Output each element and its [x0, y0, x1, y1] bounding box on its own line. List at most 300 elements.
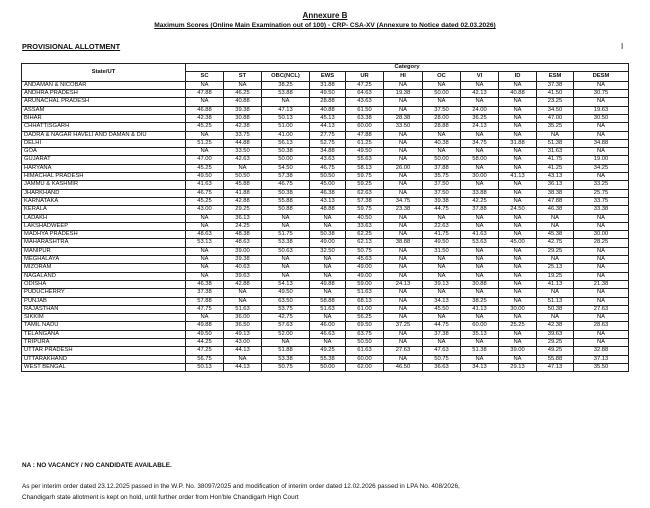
table-row [22, 123, 629, 131]
state-name-cell: HARYANA [22, 164, 186, 172]
score-cell: 46.88 [186, 106, 224, 114]
score-cell: NA [537, 289, 574, 297]
score-cell: 46.00 [310, 322, 346, 330]
state-name-cell: NAGALAND [22, 272, 186, 280]
score-cell: 44.25 [186, 339, 224, 347]
score-cell: NA [499, 148, 537, 156]
score-cell: 49.88 [310, 280, 346, 288]
score-cell: 50.88 [262, 206, 310, 214]
score-cell: 34.75 [384, 197, 423, 205]
score-cell: 55.63 [346, 156, 384, 164]
state-name-cell: LADAKH [22, 214, 186, 222]
score-cell: NA [499, 156, 537, 164]
score-cell: 44.75 [423, 322, 461, 330]
score-cell: NA [262, 214, 310, 222]
score-cell: 56.75 [186, 355, 224, 363]
score-cell: 46.38 [537, 206, 574, 214]
score-cell: 24.13 [384, 280, 423, 288]
document-subtitle: Maximum Scores (Online Main Examination out of 100) - CRP- CSA-XV (Annexure to Notice dated 02.03.2026) [154, 22, 496, 29]
score-cell: 29.25 [537, 339, 574, 347]
score-cell: 43.63 [346, 98, 384, 106]
state-name-cell: DADRA & NAGAR HAVELI AND DAMAN & DIU [22, 131, 186, 139]
score-cell: NA [499, 114, 537, 122]
score-cell: 45.50 [423, 305, 461, 313]
footer-note-line-1: As per interim order dated 23.12.2025 passed in the W.P. No. 38097/2025 and modification of interim order dated 12.02.2026 passed in LPA No. 408/2026, [22, 483, 460, 490]
state-name-cell: ODISHA [22, 280, 186, 288]
score-cell: NA [186, 148, 224, 156]
score-cell: 40.88 [224, 98, 262, 106]
score-cell: 62.13 [346, 239, 384, 247]
score-cell: NA [384, 98, 423, 106]
score-cell: 23.25 [537, 98, 574, 106]
score-cell: NA [186, 256, 224, 264]
state-name-cell: JHARKHAND [22, 189, 186, 197]
score-cell: 45.25 [186, 123, 224, 131]
score-cell: 42.38 [224, 123, 262, 131]
score-cell: 49.50 [423, 239, 461, 247]
state-name-cell: PUNJAB [22, 297, 186, 305]
score-cell: NA [384, 339, 423, 347]
state-column-header: State/UT [22, 64, 186, 82]
score-cell: NA [499, 164, 537, 172]
score-cell: 61.25 [346, 139, 384, 147]
score-cell: 36.13 [537, 181, 574, 189]
table-row [22, 197, 629, 205]
table-row [22, 90, 629, 98]
score-cell: 31.88 [310, 81, 346, 89]
score-cell: NA [499, 339, 537, 347]
score-cell: 38.25 [461, 297, 499, 305]
column-header: ESM [537, 72, 574, 82]
category-header: Category [186, 64, 629, 72]
score-cell: 42.38 [537, 322, 574, 330]
score-cell: 19.63 [574, 106, 629, 114]
score-cell: NA [384, 272, 423, 280]
score-cell: NA [461, 272, 499, 280]
score-cell: 43.13 [537, 173, 574, 181]
score-cell: NA [499, 214, 537, 222]
score-cell: NA [384, 156, 423, 164]
table-row [22, 264, 629, 272]
score-cell: NA [461, 355, 499, 363]
state-name-cell: TELANGANA [22, 330, 186, 338]
score-cell: NA [224, 297, 262, 305]
score-cell: NA [186, 247, 224, 255]
score-cell: NA [574, 98, 629, 106]
score-cell: 36.25 [461, 114, 499, 122]
score-cell: NA [574, 123, 629, 131]
score-cell: 50.75 [346, 247, 384, 255]
score-cell: 39.38 [224, 106, 262, 114]
score-cell: 33.50 [224, 148, 262, 156]
state-name-cell: ARUNACHAL PRADESH [22, 98, 186, 106]
table-row [22, 139, 629, 147]
score-cell: 41.00 [262, 131, 310, 139]
score-cell: 30.00 [499, 305, 537, 313]
score-cell: NA [574, 148, 629, 156]
score-cell: 36.13 [224, 214, 262, 222]
score-cell: 28.63 [574, 322, 629, 330]
score-cell: 40.38 [423, 139, 461, 147]
score-cell: 28.25 [574, 239, 629, 247]
score-cell: NA [499, 280, 537, 288]
score-cell: NA [310, 314, 346, 322]
score-cell: 45.13 [310, 114, 346, 122]
score-cell: 28.88 [423, 123, 461, 131]
score-cell: NA [423, 314, 461, 322]
scores-table [21, 63, 629, 372]
score-cell: 53.63 [461, 239, 499, 247]
score-cell: NA [499, 106, 537, 114]
state-name-cell: SIKKIM [22, 314, 186, 322]
column-header: HI [384, 72, 423, 82]
score-cell: NA [499, 123, 537, 131]
table-row [22, 181, 629, 189]
score-cell: 35.13 [461, 330, 499, 338]
state-name-cell: TRIPURA [22, 339, 186, 347]
score-cell: NA [461, 164, 499, 172]
score-cell: 55.88 [262, 197, 310, 205]
score-cell: 50.38 [310, 231, 346, 239]
score-cell: 29.13 [499, 363, 537, 371]
score-cell: 37.88 [423, 164, 461, 172]
score-cell: 45.38 [537, 231, 574, 239]
state-name-cell: UTTAR PRADESH [22, 347, 186, 355]
score-cell: 44.88 [224, 139, 262, 147]
column-header: ST [224, 72, 262, 82]
table-row [22, 222, 629, 230]
score-cell: 36.50 [224, 322, 262, 330]
score-cell: 51.63 [224, 305, 262, 313]
score-cell: 39.38 [423, 197, 461, 205]
score-cell: 61.63 [346, 347, 384, 355]
score-cell: NA [574, 297, 629, 305]
score-cell: 53.38 [262, 239, 310, 247]
score-cell: 32.50 [310, 247, 346, 255]
table-row [22, 131, 629, 139]
score-cell: 24.25 [224, 222, 262, 230]
state-name-cell: UTTARAKHAND [22, 355, 186, 363]
score-cell: 32.88 [574, 347, 629, 355]
score-cell: 27.63 [574, 305, 629, 313]
score-cell: 34.75 [461, 139, 499, 147]
score-cell: 49.50 [186, 330, 224, 338]
score-cell: 41.50 [537, 90, 574, 98]
table-row [22, 106, 629, 114]
score-cell: NA [461, 81, 499, 89]
score-cell: 48.88 [310, 206, 346, 214]
score-cell: NA [499, 81, 537, 89]
score-cell: 56.13 [262, 139, 310, 147]
state-name-cell: HIMACHAL PRADESH [22, 173, 186, 181]
score-cell: NA [537, 131, 574, 139]
score-cell: 49.13 [224, 330, 262, 338]
column-header: SC [186, 72, 224, 82]
score-cell: 46.38 [310, 189, 346, 197]
score-cell: NA [574, 314, 629, 322]
score-cell: 46.38 [186, 280, 224, 288]
score-cell: NA [499, 330, 537, 338]
column-header: ID [499, 72, 537, 82]
score-cell: 54.13 [262, 280, 310, 288]
score-cell: 19.25 [537, 272, 574, 280]
score-cell: NA [384, 214, 423, 222]
score-cell: 28.38 [384, 114, 423, 122]
score-cell: 30.88 [461, 280, 499, 288]
score-cell: NA [186, 314, 224, 322]
score-cell: 46.63 [310, 330, 346, 338]
score-cell: 45.00 [499, 239, 537, 247]
score-cell: NA [574, 339, 629, 347]
score-cell: 55.88 [537, 355, 574, 363]
table-row [22, 164, 629, 172]
score-cell: NA [499, 247, 537, 255]
score-cell: NA [574, 247, 629, 255]
score-cell: NA [423, 98, 461, 106]
score-cell: 47.00 [186, 156, 224, 164]
score-cell: 49.25 [310, 347, 346, 355]
score-cell: 47.75 [186, 305, 224, 313]
score-cell: 35.75 [423, 173, 461, 181]
score-cell: 58.13 [346, 164, 384, 172]
table-row [22, 322, 629, 330]
score-cell: 49.50 [262, 289, 310, 297]
score-cell: 50.13 [186, 363, 224, 371]
score-cell: NA [423, 131, 461, 139]
score-cell: 42.88 [224, 197, 262, 205]
table-row [22, 156, 629, 164]
score-cell: 57.38 [346, 197, 384, 205]
score-cell: NA [262, 222, 310, 230]
score-cell: 59.75 [346, 173, 384, 181]
column-header: OBC(NCL) [262, 72, 310, 82]
score-cell: NA [310, 264, 346, 272]
score-cell: NA [262, 272, 310, 280]
score-cell: 49.50 [346, 148, 384, 156]
section-title: PROVISIONAL ALLOTMENT [22, 42, 121, 51]
score-cell: 53.88 [262, 90, 310, 98]
score-cell: NA [384, 231, 423, 239]
score-cell: 57.63 [262, 322, 310, 330]
score-cell: NA [499, 256, 537, 264]
score-cell: NA [423, 289, 461, 297]
score-cell: 50.00 [423, 90, 461, 98]
score-cell: 44.13 [224, 347, 262, 355]
table-row [22, 214, 629, 222]
score-cell: 61.50 [346, 106, 384, 114]
score-cell: NA [384, 289, 423, 297]
table-row [22, 247, 629, 255]
score-cell: 37.38 [423, 330, 461, 338]
score-cell: 62.63 [346, 189, 384, 197]
score-cell: 33.25 [574, 181, 629, 189]
score-cell: NA [384, 131, 423, 139]
score-cell: 39.13 [423, 280, 461, 288]
score-cell: 49.25 [537, 347, 574, 355]
score-cell: 53.13 [186, 239, 224, 247]
score-cell: NA [499, 272, 537, 280]
score-cell: NA [262, 98, 310, 106]
table-row [22, 314, 629, 322]
score-cell: NA [499, 231, 537, 239]
score-cell: NA [423, 214, 461, 222]
score-cell: 49.00 [310, 239, 346, 247]
table-row [22, 98, 629, 106]
score-cell: 41.63 [461, 231, 499, 239]
score-cell: 39.38 [224, 256, 262, 264]
score-cell: 50.00 [262, 156, 310, 164]
score-cell: 53.75 [262, 305, 310, 313]
score-cell: NA [384, 106, 423, 114]
table-row [22, 297, 629, 305]
score-cell: NA [224, 289, 262, 297]
score-cell: 50.38 [262, 148, 310, 156]
score-cell: 42.25 [461, 197, 499, 205]
score-cell: NA [186, 222, 224, 230]
score-cell: 38.25 [262, 81, 310, 89]
annexure-heading: Annexure B [302, 11, 348, 20]
score-cell: 51.00 [262, 123, 310, 131]
state-name-cell: ANDHRA PRADESH [22, 90, 186, 98]
score-cell: NA [384, 173, 423, 181]
score-cell: 58.00 [461, 156, 499, 164]
score-cell: 39.00 [224, 247, 262, 255]
score-cell: 25.75 [574, 189, 629, 197]
state-name-cell: GUJARAT [22, 156, 186, 164]
score-cell: 34.88 [574, 139, 629, 147]
score-cell: NA [574, 214, 629, 222]
table-row [22, 189, 629, 197]
score-cell: NA [537, 214, 574, 222]
score-cell: NA [384, 314, 423, 322]
score-cell: 50.38 [262, 189, 310, 197]
score-cell: 41.25 [537, 164, 574, 172]
score-cell: 47.25 [346, 81, 384, 89]
score-cell: 46.75 [310, 164, 346, 172]
score-cell: NA [186, 81, 224, 89]
footer-note-line-2: Chandigarh state allotment is kept on hold, until further order from Hon'ble Chandigarh High Court [22, 494, 299, 501]
score-cell: 50.00 [423, 156, 461, 164]
score-cell: 50.75 [423, 355, 461, 363]
state-name-cell: MANIPUR [22, 247, 186, 255]
score-cell: NA [574, 222, 629, 230]
score-cell: 60.00 [346, 123, 384, 131]
score-cell: NA [499, 355, 537, 363]
score-cell: 36.00 [224, 314, 262, 322]
score-cell: 33.63 [346, 222, 384, 230]
score-cell: 58.88 [310, 297, 346, 305]
score-cell: 28.88 [310, 98, 346, 106]
score-cell: NA [423, 264, 461, 272]
score-cell: 51.63 [346, 289, 384, 297]
na-legend: NA : NO VACANCY / NO CANDIDATE AVAILABLE. [22, 462, 172, 469]
score-cell: 34.50 [537, 106, 574, 114]
score-cell: 50.50 [346, 339, 384, 347]
score-cell: 49.88 [186, 322, 224, 330]
table-row [22, 239, 629, 247]
score-cell: NA [186, 98, 224, 106]
score-cell: 51.63 [310, 305, 346, 313]
score-cell: NA [499, 181, 537, 189]
score-cell: NA [262, 256, 310, 264]
score-cell: 41.63 [186, 181, 224, 189]
score-cell: 48.38 [224, 231, 262, 239]
score-cell: 42.75 [262, 314, 310, 322]
table-body [22, 81, 629, 371]
score-cell: NA [499, 197, 537, 205]
score-cell: 50.63 [262, 247, 310, 255]
score-cell: NA [499, 297, 537, 305]
table-row [22, 347, 629, 355]
score-cell: NA [224, 164, 262, 172]
score-cell: NA [384, 256, 423, 264]
score-cell: 33.75 [574, 197, 629, 205]
score-cell: 52.00 [262, 330, 310, 338]
score-cell: 42.75 [537, 239, 574, 247]
state-name-cell: GOA [22, 148, 186, 156]
score-cell: NA [499, 289, 537, 297]
score-cell: 39.63 [224, 272, 262, 280]
score-cell: 27.75 [310, 131, 346, 139]
score-cell: 63.75 [346, 330, 384, 338]
score-cell: 37.13 [574, 355, 629, 363]
score-cell: 47.00 [537, 114, 574, 122]
score-cell: NA [310, 289, 346, 297]
score-cell: NA [384, 148, 423, 156]
score-cell: 49.00 [346, 264, 384, 272]
score-cell: NA [310, 272, 346, 280]
state-name-cell: ANDAMAN & NICOBAR [22, 81, 186, 89]
state-name-cell: JAMMU & KASHMIR [22, 181, 186, 189]
score-cell: 41.75 [423, 231, 461, 239]
score-cell: 41.13 [537, 280, 574, 288]
score-cell: 25.13 [537, 264, 574, 272]
score-cell: NA [384, 189, 423, 197]
score-cell: 69.50 [346, 322, 384, 330]
score-cell: NA [537, 222, 574, 230]
score-cell: NA [224, 81, 262, 89]
score-cell: 45.63 [346, 256, 384, 264]
score-cell: 44.13 [224, 363, 262, 371]
score-cell: 41.75 [537, 156, 574, 164]
score-cell: 31.63 [537, 148, 574, 156]
score-cell: 19.00 [574, 156, 629, 164]
score-cell: NA [423, 148, 461, 156]
column-header: EWS [310, 72, 346, 82]
score-cell: 28.00 [423, 114, 461, 122]
score-cell: 31.50 [423, 247, 461, 255]
score-cell: NA [262, 264, 310, 272]
score-cell: NA [499, 131, 537, 139]
score-cell: 35.50 [574, 363, 629, 371]
state-name-cell: PUDUCHERRY [22, 289, 186, 297]
state-name-cell: RAJASTHAN [22, 305, 186, 313]
score-cell: 34.13 [423, 297, 461, 305]
score-cell: 47.63 [423, 347, 461, 355]
score-cell: 43.63 [310, 156, 346, 164]
score-cell: 45.88 [224, 181, 262, 189]
score-cell: 62.25 [346, 231, 384, 239]
score-cell: 40.88 [499, 90, 537, 98]
column-header: OC [423, 72, 461, 82]
score-cell: 46.25 [224, 90, 262, 98]
table-row [22, 289, 629, 297]
score-cell: NA [461, 256, 499, 264]
score-cell: NA [310, 214, 346, 222]
score-cell: 35.25 [537, 123, 574, 131]
score-cell: NA [461, 264, 499, 272]
score-cell: NA [461, 289, 499, 297]
